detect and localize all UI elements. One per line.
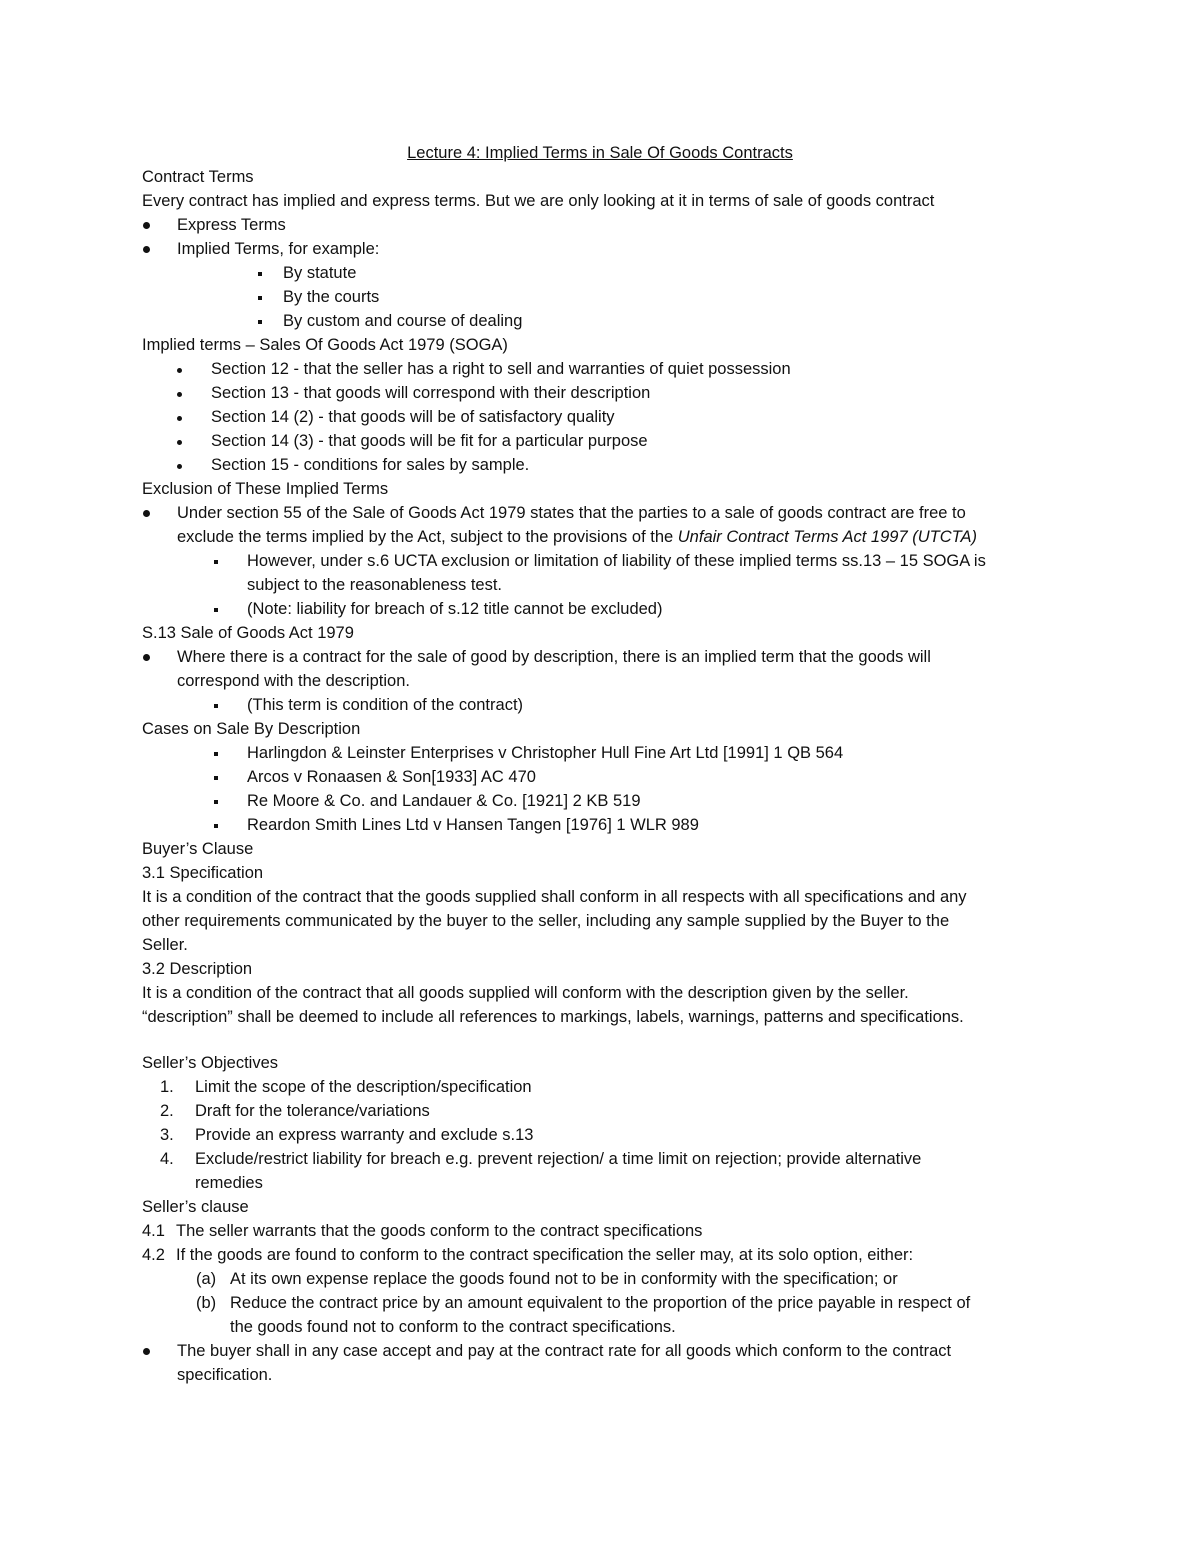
list-item: Section 13 - that goods will correspond with their description [211,384,651,402]
bullet-icon [177,392,182,397]
paragraph-line: However, under s.6 UCTA exclusion or limitation of liability of these implied terms ss.13 – 15 SOGA is [247,552,986,570]
square-bullet-icon [214,776,218,780]
square-bullet-icon [258,296,262,300]
square-bullet-icon [214,608,218,612]
contract-terms-intro: Every contract has implied and express terms. But we are only looking at it in terms of sale of goods contract [142,192,935,210]
specification-heading: 3.1 Specification [142,864,264,882]
list-item: Section 12 - that the seller has a right to sell and warranties of quiet possession [211,360,791,378]
bullet-icon [143,1348,150,1355]
paragraph-line: correspond with the description. [177,672,410,690]
list-item: Section 14 (3) - that goods will be fit for a particular purpose [211,432,648,450]
paragraph-line: (This term is condition of the contract) [247,696,524,714]
paragraph-line: specification. [177,1366,273,1384]
list-item: Express Terms [177,216,286,234]
sub-clause-label: (a) [196,1270,217,1288]
list-item: Draft for the tolerance/variations [195,1102,430,1120]
list-number: 4. [160,1150,174,1168]
square-bullet-icon [214,752,218,756]
page-title: Lecture 4: Implied Terms in Sale Of Goods Contracts [407,144,793,162]
list-item: Arcos v Ronaasen & Son[1933] AC 470 [247,768,536,786]
list-number: 1. [160,1078,174,1096]
list-item: By statute [283,264,357,282]
list-item: Limit the scope of the description/specification [195,1078,532,1096]
sub-clause-text: At its own expense replace the goods found not to be in conformity with the specification; or [230,1270,898,1288]
paragraph-line: The buyer shall in any case accept and pay at the contract rate for all goods which conform to the contract [177,1342,952,1360]
bullet-icon [143,510,150,517]
square-bullet-icon [214,560,218,564]
act-name-italic: Unfair Contract Terms Act 1997 (UTCTA) [677,528,977,546]
clause-number: 4.1 [142,1222,165,1240]
paragraph-line: Where there is a contract for the sale of good by description, there is an implied term that the goods will [177,648,931,666]
paragraph-line: Under section 55 of the Sale of Goods Act 1979 states that the parties to a sale of goods contract are free to [177,504,966,522]
paragraph-line: other requirements communicated by the buyer to the seller, including any sample supplied by the Buyer to the [142,912,950,930]
sellers-objectives-heading: Seller’s Objectives [142,1054,279,1072]
square-bullet-icon [258,320,262,324]
list-item: Provide an express warranty and exclude s.13 [195,1126,534,1144]
list-item: By custom and course of dealing [283,312,523,330]
list-item: Reardon Smith Lines Ltd v Hansen Tangen [1976] 1 WLR 989 [247,816,699,834]
sellers-clause-heading: Seller’s clause [142,1198,249,1216]
clause-text: If the goods are found to conform to the contract specification the seller may, at its solo option, either: [176,1246,914,1264]
list-item: By the courts [283,288,380,306]
paragraph-line [177,525,977,549]
paragraph-line: Seller. [142,936,188,954]
list-item: Section 14 (2) - that goods will be of satisfactory quality [211,408,615,426]
bullet-icon [177,464,182,469]
bullet-icon [143,654,150,661]
square-bullet-icon [214,800,218,804]
clause-number: 4.2 [142,1246,165,1264]
list-number: 3. [160,1126,174,1144]
paragraph-line: “description” shall be deemed to include all references to markings, labels, warnings, patterns and specifications. [142,1008,964,1026]
list-item-continuation: remedies [195,1174,263,1192]
bullet-icon [177,368,182,373]
list-item: Section 15 - conditions for sales by sample. [211,456,530,474]
list-item: Re Moore & Co. and Landauer & Co. [1921] 2 KB 519 [247,792,641,810]
list-item: Implied Terms, for example: [177,240,380,258]
cases-heading: Cases on Sale By Description [142,720,361,738]
exclusion-heading: Exclusion of These Implied Terms [142,480,389,498]
list-item: Exclude/restrict liability for breach e.g. prevent rejection/ a time limit on rejection; provide alternative [195,1150,922,1168]
square-bullet-icon [214,704,218,708]
square-bullet-icon [258,272,262,276]
buyers-clause-heading: Buyer’s Clause [142,840,254,858]
s13-heading: S.13 Sale of Goods Act 1979 [142,624,354,642]
sub-clause-text: the goods found not to conform to the contract specifications. [230,1318,676,1336]
bullet-icon [177,416,182,421]
sub-clause-label: (b) [196,1294,217,1312]
paragraph-line: It is a condition of the contract that all goods supplied will conform with the description given by the seller. [142,984,909,1002]
sub-clause-text: Reduce the contract price by an amount equivalent to the proportion of the price payable in respect of [230,1294,971,1312]
description-heading: 3.2 Description [142,960,253,978]
paragraph-text: exclude the terms implied by the Act, subject to the provisions of the [177,528,678,546]
bullet-icon [143,246,150,253]
contract-terms-heading: Contract Terms [142,168,254,186]
paragraph-line: subject to the reasonableness test. [247,576,502,594]
implied-terms-heading: Implied terms – Sales Of Goods Act 1979 (SOGA) [142,336,508,354]
paragraph-line: It is a condition of the contract that the goods supplied shall conform in all respects with all specifications and any [142,888,967,906]
paragraph-line: (Note: liability for breach of s.12 title cannot be excluded) [247,600,663,618]
square-bullet-icon [214,824,218,828]
bullet-icon [177,440,182,445]
list-number: 2. [160,1102,174,1120]
clause-text: The seller warrants that the goods conform to the contract specifications [176,1222,703,1240]
bullet-icon [143,222,150,229]
list-item: Harlingdon & Leinster Enterprises v Christopher Hull Fine Art Ltd [1991] 1 QB 564 [247,744,844,762]
